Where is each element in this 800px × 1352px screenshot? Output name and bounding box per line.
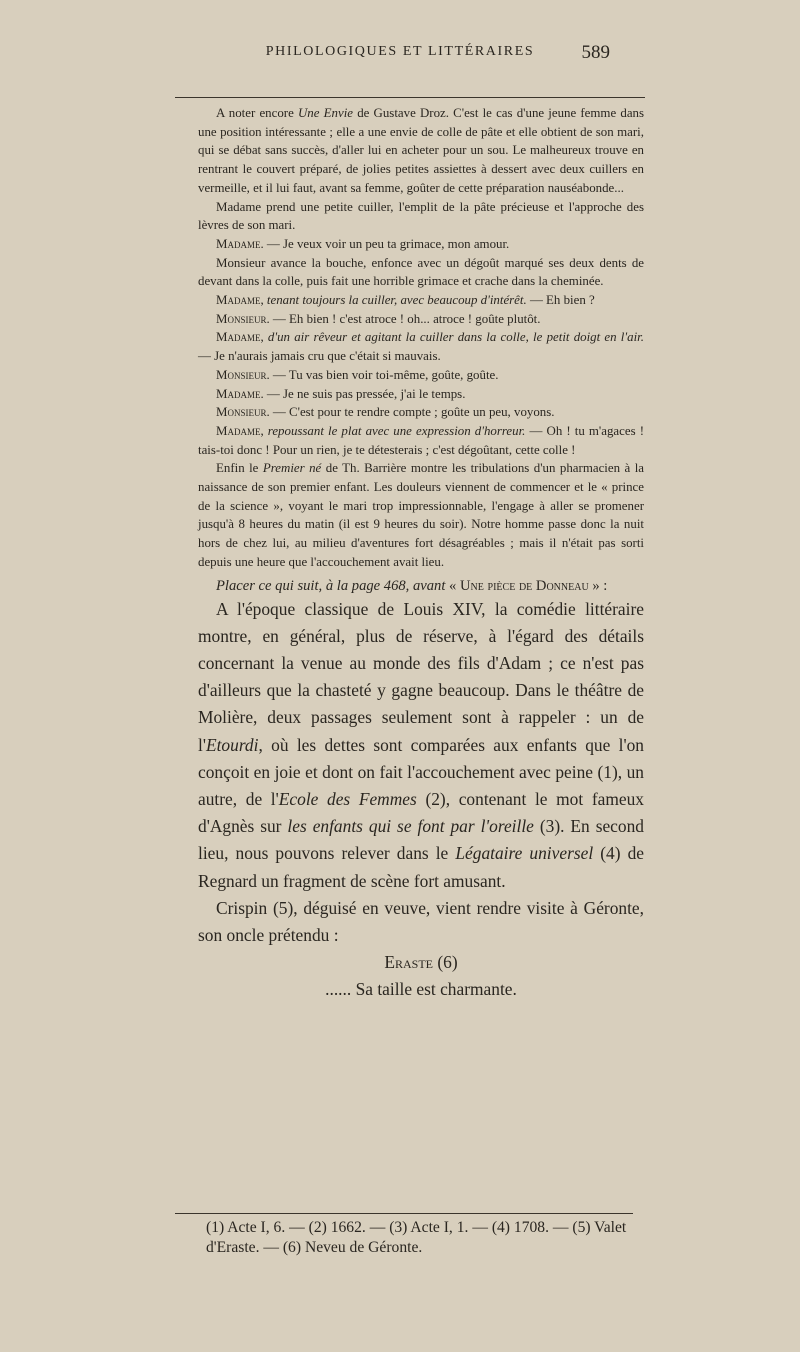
text-span: Enfin le bbox=[216, 461, 263, 476]
text-span: de Th. Barrière montre les tribulations d'un pharmacien à la naissance de son premier enfant. Les douleurs viennent de commencer et le « prince de la science », voyant le mari trop impressionnable, l'engage à aller se promener jusqu'à 8 heures du matin (il est 9 heures du soir). Notre homme passe donc la nuit hors de chez lui, au milieu d'aventures fort désagréables ; mais il n'était pas sorti depuis une heure que l'accouchement avait lieu. bbox=[198, 461, 644, 569]
insertion-note bbox=[198, 578, 644, 595]
verse-line: ...... Sa taille est charmante. bbox=[325, 979, 517, 1000]
text-span: (2), contenant le mot fameux d'Agnès sur bbox=[198, 789, 644, 837]
line-text: — Tu vas bien voir toi-même, goûte, goûte. bbox=[269, 367, 499, 382]
paragraph-large bbox=[198, 596, 644, 895]
speaker: Monsieur. bbox=[216, 311, 270, 326]
line-text: — C'est pour te rendre compte ; goûte un peu, voyons. bbox=[269, 405, 555, 420]
running-title: PHILOLOGIQUES ET LITTÉRAIRES bbox=[265, 44, 535, 59]
page-header bbox=[0, 44, 800, 74]
dialogue-line bbox=[198, 328, 644, 365]
work-title: Légataire universel bbox=[455, 843, 594, 864]
stage-direction: tenant toujours la cuiller, avec beaucoup d'intérêt. bbox=[263, 293, 527, 308]
dialogue-line bbox=[198, 366, 644, 385]
line-text: — Je veux voir un peu ta grimace, mon amour. bbox=[263, 236, 510, 251]
text-span: de Gustave Droz. C'est le cas d'une jeune femme dans une position intéressante ; elle a une envie de colle de pâte et elle obtient de son mari, qui se débat sans succès, d'aller lui en acheter pour un sou. Le malheureux trouve en rentrant le couvert préparé, de jolies petites assiettes à dessert avec deux cuillers en vermeille, et il lui faut, avant sa femme, goûter de cette préparation nauséabonde... bbox=[198, 106, 644, 195]
main-text bbox=[198, 104, 644, 1004]
paragraph-une-envie bbox=[198, 104, 644, 198]
stage-direction: d'un air rêveur et agitant la cuiller dans la colle, le petit doigt en l'air. bbox=[263, 330, 644, 345]
work-title: Etourdi bbox=[205, 734, 259, 755]
speaker: Madame. bbox=[216, 386, 264, 401]
line-text: — Je n'aurais jamais cru que c'était si mauvais. bbox=[198, 349, 441, 364]
text-span: A l'époque classique de Louis XIV, la comédie littéraire montre, en général, plus de réserve, à l'égard des détails concernant la venue au monde des fils d'Adam ; ce n'est pas d'ailleurs que la chasteté y gagne beaucoup. Dans le théâtre de Molière, deux passages seulement sont à rappeler : un de l' bbox=[198, 598, 644, 755]
paragraph-premier-ne bbox=[198, 459, 644, 571]
dialogue-line bbox=[198, 385, 644, 404]
footnotes: (1) Acte I, 6. — (2) 1662. — (3) Acte I, 1. — (4) 1708. — (5) Valet d'Eraste. — (6) Neveu de Géronte. bbox=[206, 1219, 627, 1256]
line-text: — Oh ! tu m'agaces ! tais-toi donc ! Pour un rien, je te détesterais ; c'est dégoûtant, cette colle ! bbox=[198, 423, 645, 457]
text-span: A noter encore bbox=[216, 106, 298, 120]
dialogue-line bbox=[198, 403, 644, 422]
line-text: — Je ne suis pas pressée, j'ai le temps. bbox=[263, 386, 466, 401]
speaker-heading: Eraste (6) bbox=[384, 952, 458, 973]
stage-direction: repoussant le plat avec une expression d'horreur. bbox=[263, 423, 526, 438]
quoted-phrase: les enfants qui se font par l'oreille bbox=[287, 816, 534, 837]
speaker: Madame, bbox=[216, 423, 264, 438]
speaker: Monsieur. bbox=[216, 367, 270, 382]
text-span: , où les dettes sont comparées aux enfants que l'on conçoit en joie et dont on fait l'accouchement avec peine (1), un autre, de l' bbox=[198, 734, 644, 809]
text-span: (3). En second lieu, nous pouvons relever dans le bbox=[198, 816, 644, 864]
paragraph: Madame prend une petite cuiller, l'emplit de la pâte précieuse et l'approche des lèvres de son mari. bbox=[198, 199, 644, 233]
dialogue-line bbox=[198, 422, 644, 459]
insertion-target: « Une pièce de Donneau » : bbox=[445, 577, 608, 594]
header-rule bbox=[175, 97, 645, 98]
dialogue-line bbox=[198, 291, 644, 310]
footnote-rule bbox=[175, 1213, 633, 1214]
speaker: Madame, bbox=[216, 330, 264, 345]
dialogue-line bbox=[198, 235, 644, 254]
speaker: Madame. bbox=[216, 236, 264, 251]
page-number: 589 bbox=[581, 42, 610, 63]
speaker: Monsieur. bbox=[216, 405, 270, 420]
work-title: Premier né bbox=[262, 461, 322, 476]
work-title: Ecole des Femmes bbox=[278, 789, 417, 809]
speaker: Madame, bbox=[216, 293, 264, 308]
work-title: Une Envie bbox=[298, 106, 354, 120]
paragraph-large: Crispin (5), déguisé en veuve, vient rendre visite à Géronte, son oncle prétendu : bbox=[198, 897, 644, 946]
dialogue-line bbox=[198, 310, 644, 329]
line-text: — Eh bien ! c'est atroce ! oh... atroce ! goûte plutôt. bbox=[269, 311, 541, 326]
line-text: — Eh bien ? bbox=[526, 293, 595, 308]
insertion-instruction: Placer ce qui suit, à la page 468, avant bbox=[216, 577, 446, 594]
paragraph: Monsieur avance la bouche, enfonce avec un dégoût marqué ses deux dents de devant dans la colle, puis fait une horrible grimace et crache dans la cheminée. bbox=[198, 255, 644, 289]
text-span: (4) de Regnard un fragment de scène fort amusant. bbox=[198, 843, 645, 891]
